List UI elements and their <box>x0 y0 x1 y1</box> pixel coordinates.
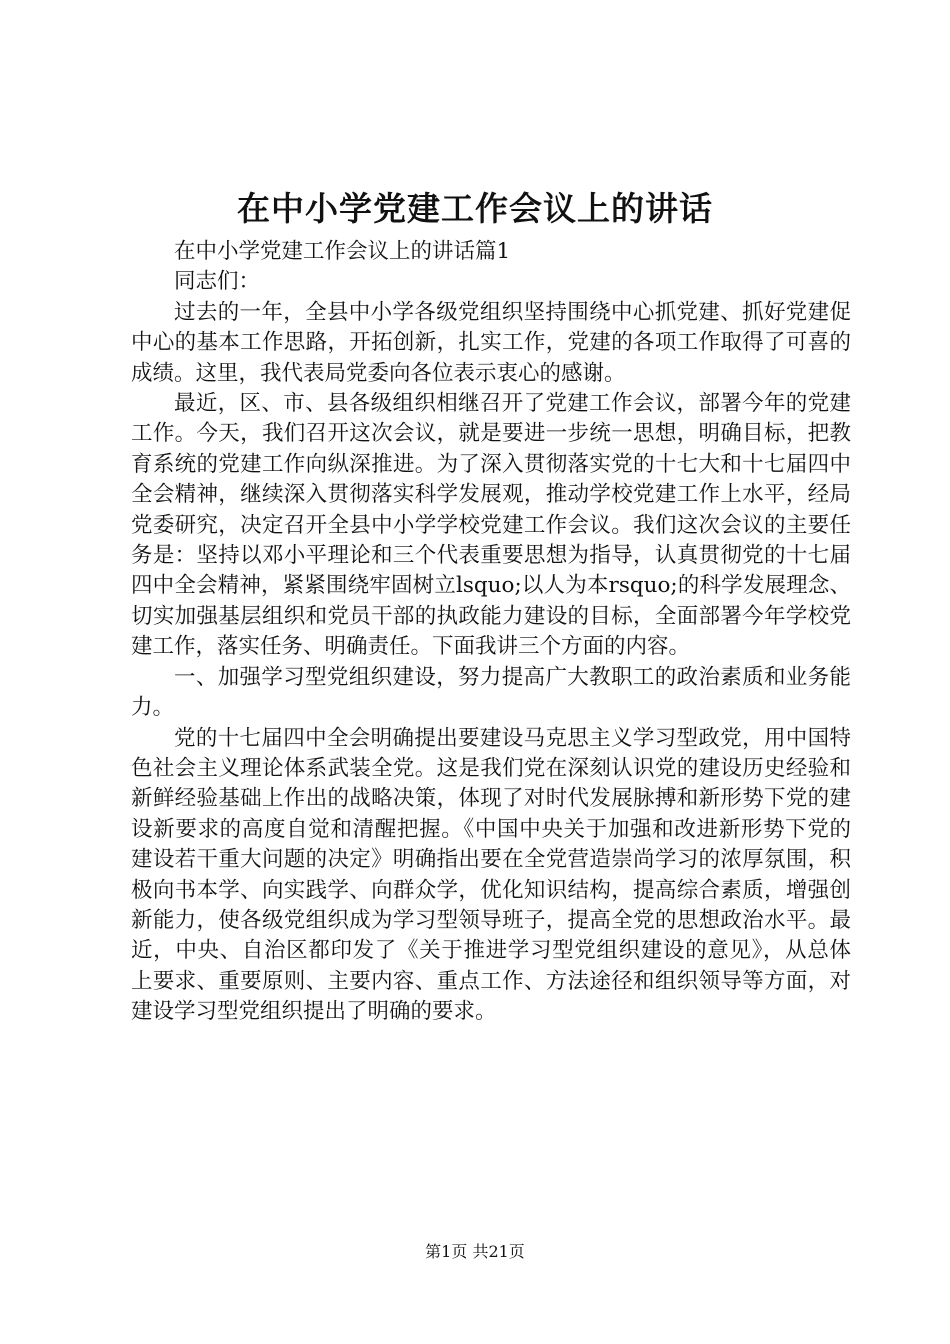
subtitle-paragraph: 在中小学党建工作会议上的讲话篇1 <box>174 239 511 264</box>
document-title: 在中小学党建工作会议上的讲话 <box>237 189 713 228</box>
document-body <box>131 237 851 1028</box>
body-paragraph-3: 党的十七届四中全会明确提出要建设马克思主义学习型政党，用中国特色社会主义理论体系武装全党。这是我们党在深刻认识党的建设历史经验和新鲜经验基础上作出的战略决策，体现了对时代发展脉搏和新形势下党的建设新要求的高度自觉和清醒把握。《中国中央关于加强和改进新形势下党的建设若干重大问题的决定》明确指出要在全党营造崇尚学习的浓厚氛围，积极向书本学、向实践学、向群众学，优化知识结构，提高综合素质，增强创新能力，使各级党组织成为学习型领导班子，提高全党的思想政治水平。最近，中央、自治区都印发了《关于推进学习型党组织建设的意见》，从总体上要求、重要原则、主要内容、重点工作、方法途径和组织领导等方面，对建设学习型党组织提出了明确的要求。 <box>131 725 851 1025</box>
section-heading-1: 一、加强学习型党组织建设，努力提高广大教职工的政治素质和业务能力。 <box>131 664 851 721</box>
salutation-paragraph: 同志们： <box>174 269 261 295</box>
page-number-footer: 第1页 共21页 <box>425 1242 525 1261</box>
body-paragraph-2: 最近，区、市、县各级组织相继召开了党建工作会议，部署今年的党建工作。今天，我们召开这次会议，就是要进一步统一思想，明确目标，把教育系统的党建工作向纵深推进。为了深入贯彻落实党的十七大和十七届四中全会精神，继续深入贯彻落实科学发展观，推动学校党建工作上水平，经局党委研究，决定召开全县中小学学校党建工作会议。我们这次会议的主要任务是：坚持以邓小平理论和三个代表重要思想为指导，认真贯彻党的十七届四中全会精神，紧紧围绕牢固树立lsquo;以人为本rsquo;的科学发展理念、切实加强基层组织和党员干部的执政能力建设的目标，全面部署今年学校党建工作，落实任务、明确责任。下面我讲三个方面的内容。 <box>131 391 851 660</box>
body-paragraph-1: 过去的一年，全县中小学各级党组织坚持围绕中心抓党建、抓好党建促中心的基本工作思路，开拓创新，扎实工作，党建的各项工作取得了可喜的成绩。这里，我代表局党委向各位表示衷心的感谢。 <box>131 299 851 386</box>
